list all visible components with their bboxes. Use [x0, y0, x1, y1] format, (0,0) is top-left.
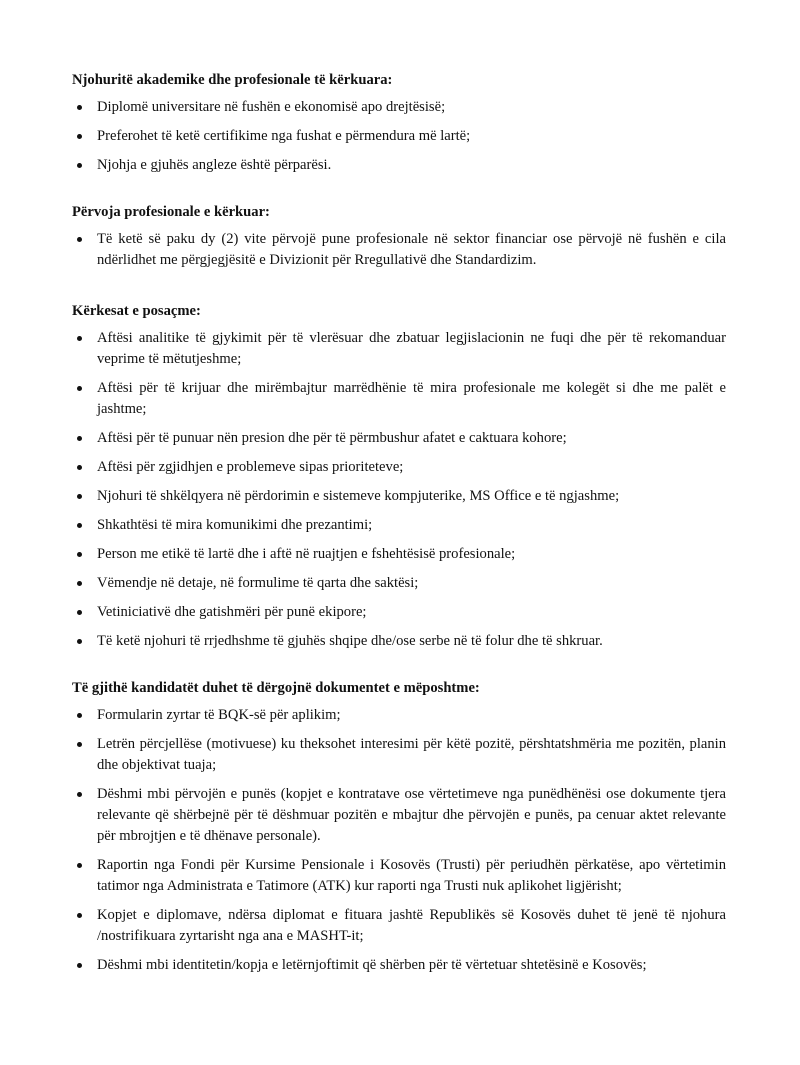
list-item: [72, 705, 726, 726]
list-item: [72, 955, 726, 976]
list-item-text: Letrën përcjellëse (motivuese) ku theksohet interesimi për këtë pozitë, përshtatshmëria me pozitën, planin dhe objektivat tuaja;: [97, 736, 726, 773]
list-item: [72, 155, 726, 176]
list-item-text: Aftësi analitike të gjykimit për të vlerësuar dhe zbatuar legjislacionin ne fuqi dhe për të rekomanduar veprime të mëtutjeshme;: [97, 330, 726, 367]
list-item: [72, 378, 726, 420]
list-item-text: Dëshmi mbi identitetin/kopja e letërnjoftimit që shërben për të vërtetuar shtetësinë e Kosovës;: [97, 957, 647, 973]
list-item-text: Vëmendje në detaje, në formulime të qarta dhe saktësi;: [97, 575, 419, 591]
list-item-text: Të ketë njohuri të rrjedhshme të gjuhës shqipe dhe/ose serbe në të folur dhe të shkruar.: [97, 633, 603, 649]
list-item-text: Aftësi për të krijuar dhe mirëmbajtur marrëdhënie të mira profesionale me kolegët si dhe me palët e jashtme;: [97, 380, 726, 417]
list-item: [72, 428, 726, 449]
bullet-list: [72, 97, 726, 176]
list-item: [72, 229, 726, 271]
bullet-list: [72, 705, 726, 976]
list-item-text: Person me etikë të lartë dhe i aftë në ruajtjen e fshehtësisë profesionale;: [97, 546, 516, 562]
list-item: [72, 544, 726, 565]
list-item-text: Dëshmi mbi përvojën e punës (kopjet e kontratave ose vërtetimeve nga punëdhënësi ose dokumente tjera relevante që shërbejnë për të dëshmuar pozitën e mbajtur dhe përvojën e punës, pa cenuar aktet relevante për mbrojtjen e të dhënave personale).: [97, 786, 726, 844]
list-item: [72, 631, 726, 652]
list-item-text: Kopjet e diplomave, ndërsa diplomat e fituara jashtë Republikës së Kosovës duhet të jenë të njohura /nostrifikuara zyrtarisht nga ana e MASHT-it;: [97, 907, 726, 944]
list-item: [72, 855, 726, 897]
section-academic-requirements: [72, 70, 726, 176]
list-item: [72, 734, 726, 776]
list-item: [72, 328, 726, 370]
list-item-text: Diplomë universitare në fushën e ekonomisë apo drejtësisë;: [97, 99, 446, 115]
list-item-text: Preferohet të ketë certifikime nga fushat e përmendura më lartë;: [97, 128, 471, 144]
bullet-list: [72, 328, 726, 652]
section-heading: Kërkesat e posaçme:: [72, 303, 201, 319]
list-item: [72, 486, 726, 507]
list-item: [72, 905, 726, 947]
list-item: [72, 573, 726, 594]
section-professional-experience: [72, 202, 726, 271]
list-item: [72, 457, 726, 478]
section-heading: Përvoja profesionale e kërkuar:: [72, 204, 270, 220]
list-item-text: Formularin zyrtar të BQK-së për aplikim;: [97, 707, 341, 723]
section-special-requirements: [72, 301, 726, 652]
list-item-text: Njohja e gjuhës angleze është përparësi.: [97, 157, 332, 173]
list-item: [72, 97, 726, 118]
list-item: [72, 784, 726, 847]
list-item-text: Aftësi për të punuar nën presion dhe për të përmbushur afatet e caktuara kohore;: [97, 430, 567, 446]
section-heading: Të gjithë kandidatët duhet të dërgojnë dokumentet e mëposhtme:: [72, 680, 480, 696]
list-item-text: Njohuri të shkëlqyera në përdorimin e sistemeve kompjuterike, MS Office e të ngjashme;: [97, 488, 620, 504]
list-item-text: Aftësi për zgjidhjen e problemeve sipas prioriteteve;: [97, 459, 404, 475]
section-heading: Njohuritë akademike dhe profesionale të kërkuara:: [72, 72, 393, 88]
list-item-text: Shkathtësi të mira komunikimi dhe prezantimi;: [97, 517, 373, 533]
list-item-text: Raportin nga Fondi për Kursime Pensionale i Kosovës (Trusti) për periudhën përkatëse, apo vërtetimin tatimor nga Administrata e Tatimore (ATK) kur raporti nga Trusti nuk aplikohet ligjërisht;: [97, 857, 726, 894]
list-item: [72, 515, 726, 536]
section-required-documents: [72, 678, 726, 976]
list-item: [72, 602, 726, 623]
list-item-text: Të ketë së paku dy (2) vite përvojë pune profesionale në sektor financiar ose përvojë në fushën e cila ndërlidhet me përgjegjësitë e Divizionit për Rregullativë dhe Standardizim.: [97, 231, 726, 268]
list-item: [72, 126, 726, 147]
list-item-text: Vetiniciativë dhe gatishmëri për punë ekipore;: [97, 604, 367, 620]
bullet-list: [72, 229, 726, 271]
